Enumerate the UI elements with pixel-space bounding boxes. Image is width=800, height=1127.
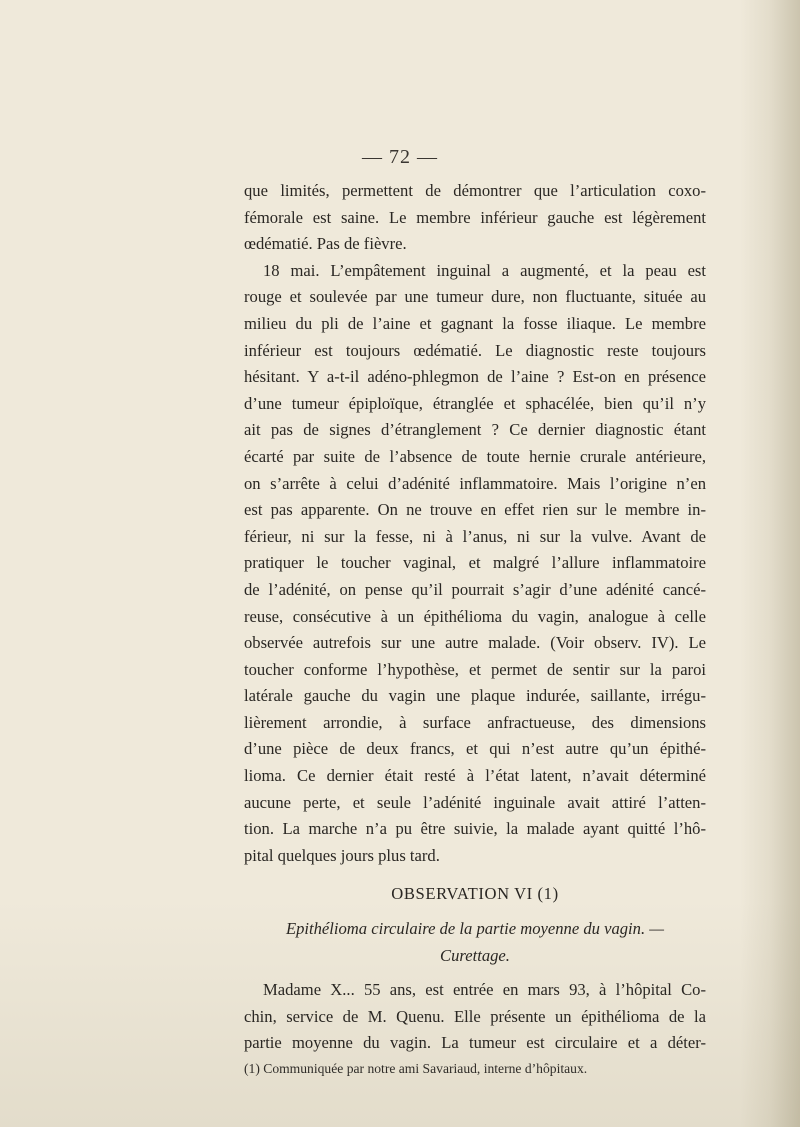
text-line: observée autrefois sur une autre malade. (Voir observ. IV). Le [244, 633, 706, 653]
text-line: est pas apparente. On ne trouve en effet rien sur le membre in- [244, 500, 706, 520]
text-line: que limités, permettent de démontrer que l’articulation coxo- [244, 181, 706, 200]
page-number: — 72 — [362, 146, 438, 168]
text-line: on s’arrête à celui d’adénité inflammatoire. Mais l’origine n’en [244, 473, 706, 493]
text-line: 18 mai. L’empâtement inguinal a augmenté, et la peau est [263, 260, 706, 280]
text-line: aucune perte, et seule l’adénité inguinale avait attiré l’atten- [244, 792, 706, 812]
footnote: (1) Communiquée par notre ami Savariaud, interne d’hôpitaux. [244, 1061, 588, 1076]
spacer [244, 908, 706, 916]
observation-subtitle: Epithélioma circulaire de la partie moyenne du vagin. — [285, 919, 665, 939]
text-line: fémorale est saine. Le membre inférieur gauche est légèrement [244, 207, 706, 227]
text-line: Madame X... 55 ans, est entrée en mars 93, à l’hôpital Co- [263, 980, 706, 1000]
observation-heading: OBSERVATION VI (1) [391, 884, 559, 904]
text-line: pratiquer le toucher vaginal, et malgré l’allure inflammatoire [244, 553, 706, 573]
text-line: pital quelques jours plus tard. [244, 845, 440, 865]
text-line: chin, service de M. Quenu. Elle présente un épithélioma de la [244, 1006, 706, 1026]
text-line: toucher conforme l’hypothèse, et permet de sentir sur la paroi [244, 659, 706, 679]
body-text [244, 178, 706, 1057]
text-line: œdématié. Pas de fièvre. [244, 234, 407, 254]
text-line: partie moyenne du vagin. La tumeur est circulaire et a déter- [244, 1033, 706, 1053]
text-line: écarté par suite de l’absence de toute hernie crurale antérieure, [244, 446, 706, 466]
text-line: ait pas de signes d’étranglement ? Ce dernier diagnostic étant [244, 420, 706, 440]
text-line: de l’adénité, on pense qu’il pourrait s’agir d’une adénité cancé- [244, 579, 706, 599]
text-line: rouge et soulevée par une tumeur dure, non fluctuante, située au [244, 287, 706, 307]
text-line: d’une pièce de deux francs, et qui n’est autre qu’un épithé- [244, 739, 706, 759]
text-line: lioma. Ce dernier était resté à l’état latent, n’avait déterminé [244, 766, 706, 786]
text-line: hésitant. Y a-t-il adéno-phlegmon de l’aine ? Est-on en présence [244, 367, 706, 387]
text-line: inférieur est toujours œdématié. Le diagnostic reste toujours [244, 340, 706, 360]
text-line: lièrement arrondie, à surface anfractueuse, des dimensions [244, 712, 706, 732]
text-line: férieur, ni sur la fesse, ni à l’anus, ni sur la vulve. Avant de [244, 526, 706, 546]
text-line: d’une tumeur épiploïque, étranglée et sphacélée, bien qu’il n’y [244, 393, 706, 413]
text-line: tion. La marche n’a pu être suivie, la malade ayant quitté l’hô- [244, 819, 706, 839]
text-line: reuse, consécutive à un épithélioma du vagin, analogue à celle [244, 606, 706, 626]
observation-subtitle: Curettage. [440, 945, 510, 965]
text-line: latérale gauche du vagin une plaque indurée, saillante, irrégu- [244, 686, 706, 706]
spacer [244, 969, 706, 977]
text-line: milieu du pli de l’aine et gagnant la fosse iliaque. Le membre [244, 313, 706, 333]
